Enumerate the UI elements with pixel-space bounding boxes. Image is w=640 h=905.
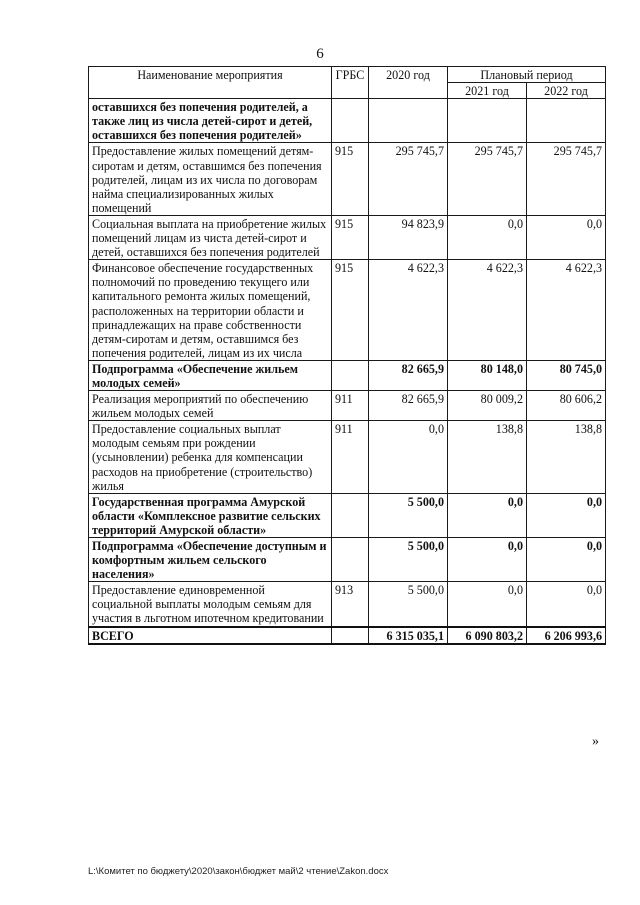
row-grbs: 915: [332, 215, 369, 259]
table-body: [89, 99, 606, 627]
total-2020: 6 315 035,1: [369, 627, 448, 644]
row-2020: 94 823,9: [369, 215, 448, 259]
row-2020: [369, 99, 448, 143]
row-2020: 82 665,9: [369, 391, 448, 421]
table-row: [89, 215, 606, 259]
row-2020: 5 500,0: [369, 582, 448, 627]
row-2022: 0,0: [527, 538, 606, 582]
row-2021: 0,0: [448, 538, 527, 582]
total-row: [89, 627, 606, 644]
row-grbs: [332, 99, 369, 143]
row-2022: 295 745,7: [527, 143, 606, 215]
total-2021: 6 090 803,2: [448, 627, 527, 644]
header-name: Наименование мероприятия: [89, 67, 332, 99]
closing-quote: »: [592, 734, 599, 749]
table-row: [89, 143, 606, 215]
header-planned-period: Плановый период: [448, 67, 606, 83]
row-2021: 80 009,2: [448, 391, 527, 421]
header-2022: 2022 год: [527, 83, 606, 99]
row-2022: 0,0: [527, 582, 606, 627]
row-2022: 0,0: [527, 493, 606, 537]
table-row: [89, 421, 606, 493]
table-row: [89, 538, 606, 582]
row-2021: 80 148,0: [448, 360, 527, 390]
row-2020: 5 500,0: [369, 538, 448, 582]
row-2022: [527, 99, 606, 143]
row-2021: 138,8: [448, 421, 527, 493]
row-2020: 0,0: [369, 421, 448, 493]
row-2021: 295 745,7: [448, 143, 527, 215]
row-2020: 4 622,3: [369, 260, 448, 361]
row-2020: 5 500,0: [369, 493, 448, 537]
row-2022: 138,8: [527, 421, 606, 493]
total-2022: 6 206 993,6: [527, 627, 606, 644]
total-grbs: [332, 627, 369, 644]
row-2021: 0,0: [448, 582, 527, 627]
header-2021: 2021 год: [448, 83, 527, 99]
row-2022: 80 606,2: [527, 391, 606, 421]
row-name: Предоставление социальных выплат молодым семьям при рождении (усыновлении) ребенка для компенсации расходов на приобретение (строительство) жилья: [89, 421, 332, 493]
row-2022: 80 745,0: [527, 360, 606, 390]
row-grbs: 911: [332, 391, 369, 421]
budget-table: [88, 66, 606, 645]
row-grbs: 915: [332, 143, 369, 215]
table-row: [89, 260, 606, 361]
row-grbs: 913: [332, 582, 369, 627]
row-grbs: [332, 493, 369, 537]
row-grbs: [332, 360, 369, 390]
total-label: ВСЕГО: [89, 627, 332, 644]
row-2022: 0,0: [527, 215, 606, 259]
row-2020: 295 745,7: [369, 143, 448, 215]
table-row: [89, 493, 606, 537]
header-grbs: ГРБС: [332, 67, 369, 99]
row-2022: 4 622,3: [527, 260, 606, 361]
row-name: Финансовое обеспечение государственных полномочий по проведению текущего или капитального ремонта жилых помещений, расположенных на территории области и принадлежащих на праве собственности детям-сиротам и детям, оставшимся без попечения родителей, лицам из их числа: [89, 260, 332, 361]
row-name: Подпрограмма «Обеспечение жильем молодых семей»: [89, 360, 332, 390]
page-number: 6: [316, 46, 324, 62]
row-grbs: 911: [332, 421, 369, 493]
row-name: Предоставление жилых помещений детям-сиротам и детям, оставшимся без попечения родителей, лицам из их числа по договорам найма специализированных жилых помещений: [89, 143, 332, 215]
table-row: [89, 582, 606, 627]
row-name: Предоставление единовременной социальной выплаты молодым семьям для участия в льготном ипотечном кредитовании: [89, 582, 332, 627]
row-name: Социальная выплата на приобретение жилых помещений лицам из чиста детей-сирот и детей, оставшихся без попечения родителей: [89, 215, 332, 259]
row-grbs: 915: [332, 260, 369, 361]
table-row: [89, 391, 606, 421]
row-2020: 82 665,9: [369, 360, 448, 390]
row-grbs: [332, 538, 369, 582]
row-2021: [448, 99, 527, 143]
footer-file-path: L:\Комитет по бюджету\2020\закон\бюджет май\2 чтение\Zakon.docx: [88, 866, 389, 877]
row-name: Реализация мероприятий по обеспечению жильем молодых семей: [89, 391, 332, 421]
row-name: оставшихся без попечения родителей, а также лиц из числа детей-сирот и детей, оставшихся без попечения родителей»: [89, 99, 332, 143]
table-row: [89, 360, 606, 390]
row-2021: 0,0: [448, 215, 527, 259]
row-2021: 4 622,3: [448, 260, 527, 361]
row-2021: 0,0: [448, 493, 527, 537]
table-row: [89, 99, 606, 143]
row-name: Государственная программа Амурской области «Комплексное развитие сельских территорий Амурской области»: [89, 493, 332, 537]
row-name: Подпрограмма «Обеспечение доступным и комфортным жильем сельского населения»: [89, 538, 332, 582]
header-2020: 2020 год: [369, 67, 448, 99]
